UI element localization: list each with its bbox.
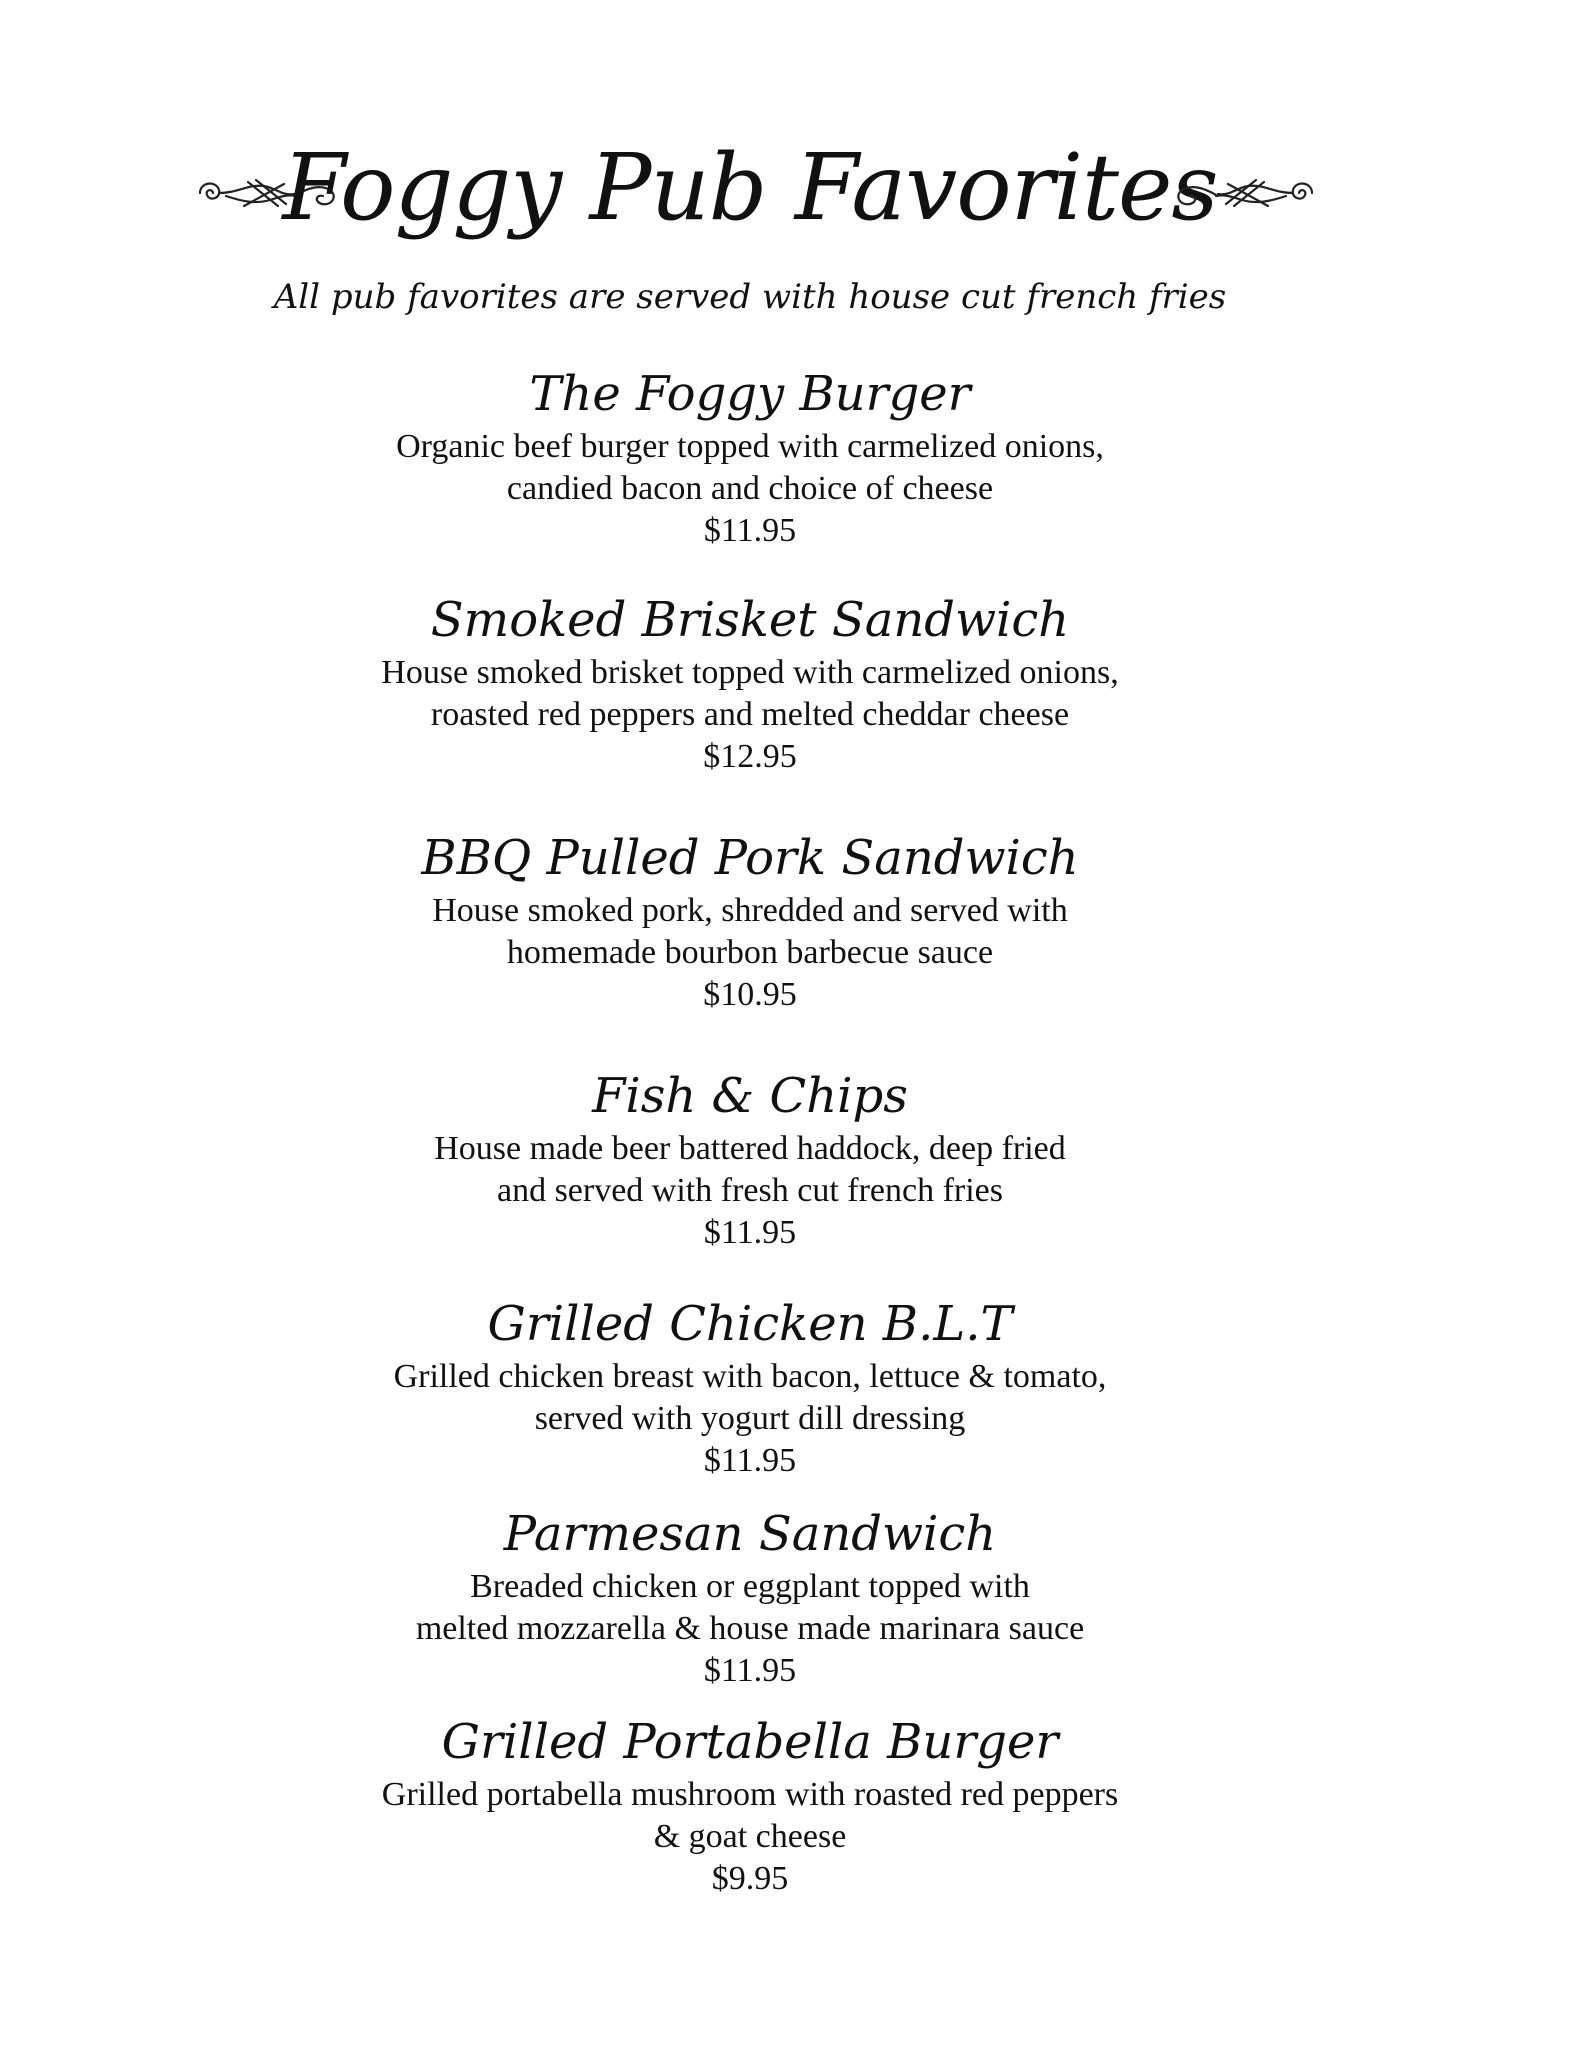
item-price: $11.95 bbox=[703, 1442, 797, 1479]
menu-item bbox=[0, 588, 1500, 778]
item-description: Breaded chicken or eggplant topped with bbox=[470, 1568, 1030, 1605]
menu-subtitle: All pub favorites are served with house cut french fries bbox=[273, 277, 1227, 317]
menu-item bbox=[0, 1502, 1500, 1692]
item-description: Grilled chicken breast with bacon, lettuce & tomato, bbox=[393, 1358, 1107, 1395]
item-description: candied bacon and choice of cheese bbox=[506, 470, 994, 507]
scroll-flourish-icon bbox=[1168, 166, 1326, 220]
menu-item bbox=[0, 1064, 1500, 1254]
menu-item bbox=[0, 362, 1500, 552]
item-description: served with yogurt dill dressing bbox=[534, 1400, 966, 1437]
item-description: & goat cheese bbox=[653, 1818, 847, 1855]
item-description: homemade bourbon barbecue sauce bbox=[506, 934, 994, 971]
item-price: $11.95 bbox=[703, 1652, 797, 1689]
menu-item bbox=[0, 1292, 1500, 1482]
item-name: BBQ Pulled Pork Sandwich bbox=[421, 830, 1079, 886]
item-description: Grilled portabella mushroom with roasted red peppers bbox=[381, 1776, 1119, 1813]
item-price: $9.95 bbox=[711, 1860, 789, 1897]
item-price: $12.95 bbox=[703, 738, 797, 775]
item-name: Smoked Brisket Sandwich bbox=[430, 592, 1070, 648]
item-description: Organic beef burger topped with carmelized onions, bbox=[396, 428, 1104, 465]
item-description: House smoked brisket topped with carmelized onions, bbox=[381, 654, 1119, 691]
item-name: The Foggy Burger bbox=[529, 366, 971, 422]
title-row bbox=[0, 128, 1592, 258]
item-description: and served with fresh cut french fries bbox=[496, 1172, 1003, 1209]
item-description: House made beer battered haddock, deep fried bbox=[434, 1130, 1066, 1167]
item-name: Fish & Chips bbox=[592, 1068, 908, 1124]
item-price: $11.95 bbox=[703, 1214, 797, 1251]
item-name: Grilled Portabella Burger bbox=[441, 1714, 1059, 1770]
item-name: Parmesan Sandwich bbox=[503, 1506, 997, 1562]
item-price: $11.95 bbox=[703, 512, 797, 549]
menu-item bbox=[0, 1710, 1500, 1900]
item-price: $10.95 bbox=[703, 976, 797, 1013]
item-description: roasted red peppers and melted cheddar cheese bbox=[430, 696, 1070, 733]
menu-title: Foggy Pub Favorites bbox=[282, 134, 1218, 241]
menu-item bbox=[0, 826, 1500, 1016]
item-name: Grilled Chicken B.L.T bbox=[487, 1296, 1013, 1352]
item-description: House smoked pork, shredded and served with bbox=[432, 892, 1068, 929]
item-description: melted mozzarella & house made marinara sauce bbox=[415, 1610, 1085, 1647]
